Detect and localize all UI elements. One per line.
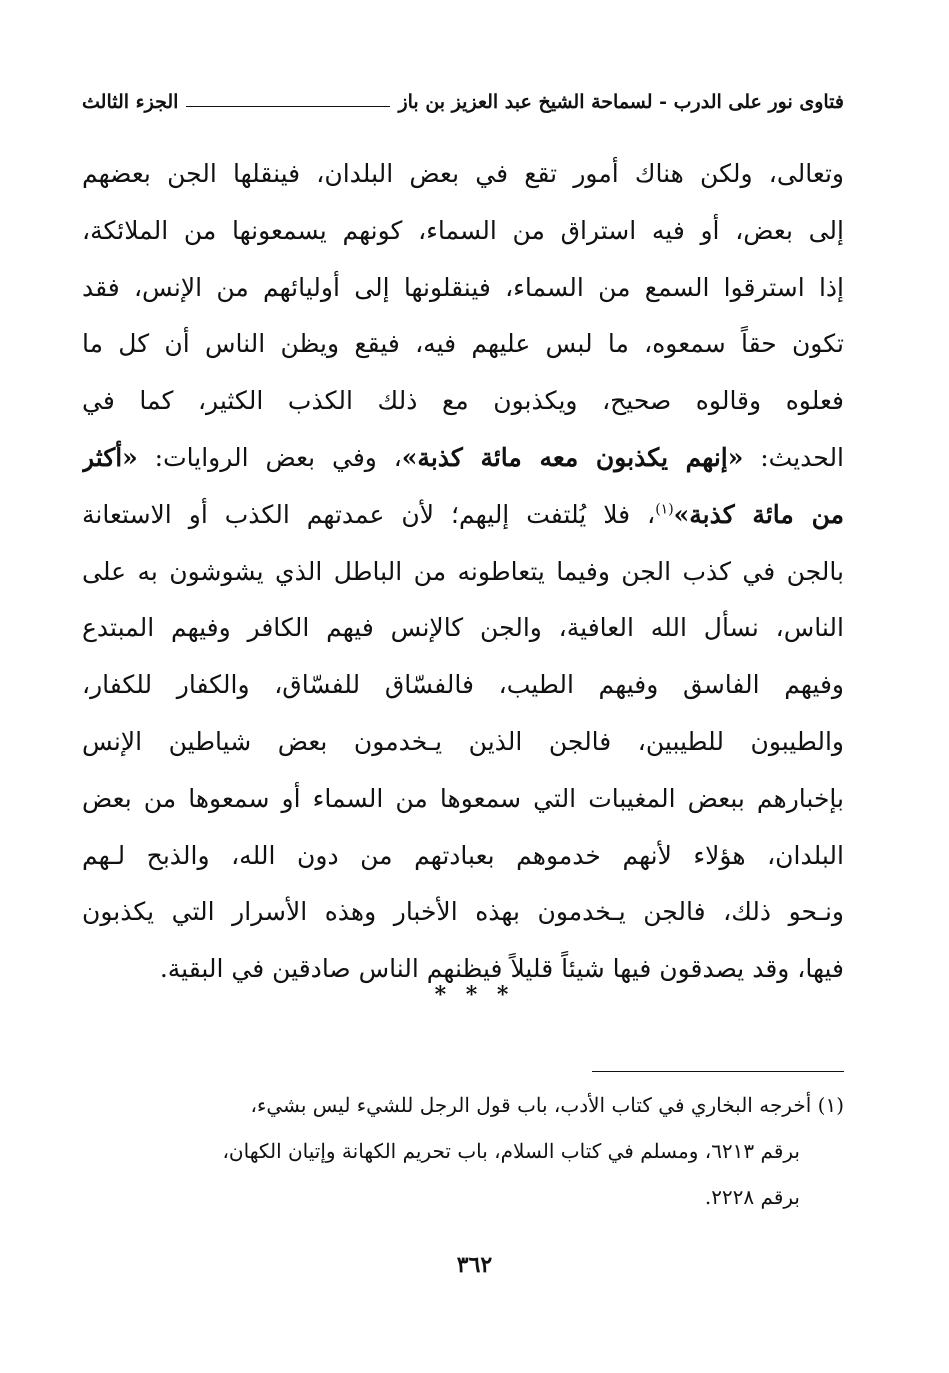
body-line-text: ، فلا يُلتفت إليهم؛ لأن عمدتهم الكذب أو الاستعانة bbox=[82, 499, 656, 529]
footnote-line: برقم ٢٢٢٨. bbox=[704, 1185, 800, 1209]
footnote-reference[interactable]: (١) bbox=[655, 501, 674, 518]
body-line: وتعالى، ولكن هناك أمور تقع في بعض البلدان، فينقلها الجن بعضهم bbox=[82, 159, 844, 188]
header-rule bbox=[186, 106, 390, 107]
body-line: فعلوه وقالوه صحيح، ويكذبون مع ذلك الكذب الكثير، كما في bbox=[82, 386, 844, 416]
body-line: وفيهم الفاسق وفيهم الطيب، فالفسّاق للفسّاق، والكفار للكفار، bbox=[82, 670, 844, 700]
hadith-quote: «إنهم يكذبون معه مائة كذبة» bbox=[401, 442, 744, 472]
narrations-intro: ، وفي بعض الروايات: bbox=[137, 442, 402, 472]
header-book-title: فتاوى نور على الدرب - لسماحة الشيخ عبد العزيز بن باز bbox=[398, 91, 844, 113]
hadith-quote-2-start: «أكثر bbox=[82, 442, 138, 472]
hadith-intro: الحديث: bbox=[743, 442, 844, 472]
header-volume: الجزء الثالث bbox=[82, 91, 179, 113]
body-line: البلدان، هؤلاء لأنهم خدموهم بعبادتهم من دون الله، والذبح لـهم bbox=[82, 840, 844, 870]
footnote-line: برقم ٦٢١٣، ومسلم في كتاب السلام، باب تحريم الكهانة وإتيان الكهان، bbox=[222, 1139, 800, 1163]
section-separator: * * * bbox=[434, 982, 515, 1008]
body-line: تكون حقاً سمعوه، ما لبس عليهم فيه، فيقع ويظن الناس أن كل ما bbox=[82, 329, 844, 359]
body-line: بإخبارهم ببعض المغيبات التي سمعوها من السماء أو سمعوها من بعض bbox=[82, 783, 844, 813]
running-header bbox=[82, 84, 844, 120]
body-line: ونـحو ذلك، فالجن يـخدمون بهذه الأخبار وهذه الأسرار التي يكذبون bbox=[82, 897, 844, 927]
body-line: بالجن في كذب الجن وفيما يتعاطونه من الباطل الذي يشوشون به على bbox=[82, 556, 844, 586]
hadith-quote-2-end: من مائة كذبة» bbox=[673, 499, 844, 529]
body-line: إلى بعض، أو فيه استراق من السماء، كونهم يسمعونها من الملائكة، bbox=[82, 215, 844, 245]
body-line-hadith-cont bbox=[82, 487, 844, 544]
body-line: إذا استرقوا السمع من السماء، فينقلونها إلى أوليائهم من الإنس، فقد bbox=[82, 272, 844, 302]
body-line-hadith bbox=[82, 430, 844, 487]
page-number: ٣٦٢ bbox=[456, 1252, 493, 1278]
footnote-rule bbox=[592, 1071, 844, 1072]
body-line: الناس، نسأل الله العافية، والجن كالإنس فيهم الكافر وفيهم المبتدع bbox=[82, 613, 844, 643]
fatwa-body bbox=[82, 146, 844, 998]
body-line: فيها، وقد يصدقون فيها شيئاً قليلاً فيظنهم الناس صادقين في البقية. bbox=[159, 954, 844, 984]
footnotes bbox=[82, 1082, 844, 1220]
footnote-line: (١) أخرجه البخاري في كتاب الأدب، باب قول الرجل للشيء ليس بشيء، bbox=[250, 1093, 844, 1117]
body-line: والطيبون للطيبين، فالجن الذين يـخدمون بعض شياطين الإنس bbox=[82, 726, 844, 756]
